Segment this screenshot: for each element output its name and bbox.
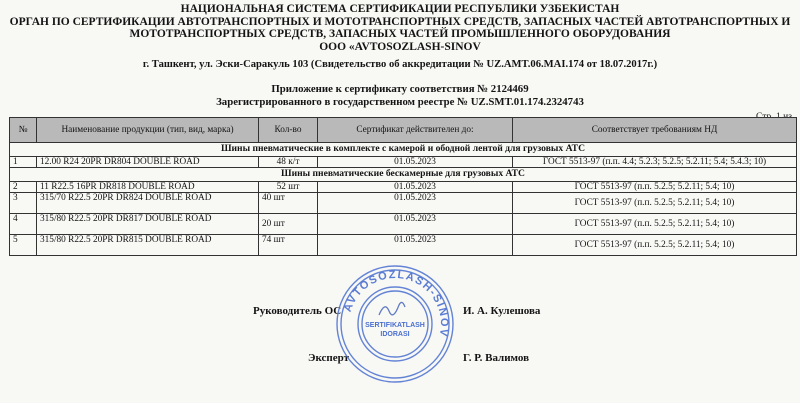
header-line-2: ОРГАН ПО СЕРТИФИКАЦИИ АВТОТРАНСПОРТНЫХ И МОТОТРАНСПОРТНЫХ СРЕДСТВ, ЗАПАСНЫХ ЧАСТЕЙ АВТОТРАНСПОРТНЫХ И (9, 15, 791, 28)
cell-name: 11 R22.5 16PR DR818 DOUBLE ROAD (37, 181, 259, 193)
table-header-row (10, 118, 797, 143)
section-title: Шины пневматические в комплекте с камерой и ободной лентой для грузовых АТС (10, 143, 797, 157)
cell-name: 315/80 R22.5 20PR DR815 DOUBLE ROAD (37, 235, 259, 256)
cell-name: 315/80 R22.5 20PR DR817 DOUBLE ROAD (37, 214, 259, 235)
cell-req: ГОСТ 5513-97 (п.п. 5.2.5; 5.2.11; 5.4; 10) (513, 235, 797, 256)
stamp-center-line-1: SERTIFIKATLASH (365, 322, 425, 329)
cell-cert: 01.05.2023 (318, 193, 513, 214)
col-qty-header: Кол-во (259, 118, 318, 143)
cell-name: 12.00 R24 20PR DR804 DOUBLE ROAD (37, 156, 259, 168)
cell-qty: 20 шт (259, 214, 318, 235)
appendix-line-1: Приложение к сертификату соответствия № 2124469 (271, 83, 529, 95)
certification-stamp (334, 263, 456, 385)
cell-req: ГОСТ 5513-97 (п.п. 5.2.5; 5.2.11; 5.4; 10) (513, 214, 797, 235)
cell-cert: 01.05.2023 (318, 235, 513, 256)
cell-no: 4 (10, 214, 37, 235)
cell-no: 5 (10, 235, 37, 256)
cell-cert: 01.05.2023 (318, 156, 513, 168)
cell-cert: 01.05.2023 (318, 214, 513, 235)
header-address: г. Ташкент, ул. Эски-Саракуль 103 (Свидетельство об аккредитации № UZ.AMT.06.MAI.174 от 18.07.2017г.) (142, 59, 658, 70)
col-name-header: Наименование продукции (тип, вид, марка) (37, 118, 259, 143)
section-title: Шины пневматические бескамерные для грузовых АТС (10, 168, 797, 182)
head-name: И. А. Кулешова (463, 305, 541, 317)
document-header (0, 3, 800, 53)
header-line-1: НАЦИОНАЛЬНАЯ СИСТЕМА СЕРТИФИКАЦИИ РЕСПУБЛИКИ УЗБЕКИСТАН (180, 3, 620, 15)
cell-qty: 40 шт (259, 193, 318, 214)
section-row (10, 143, 797, 157)
table-row (10, 235, 797, 256)
table-row (10, 193, 797, 214)
appendix-line-2: Зарегистрированного в государственном реестре № UZ.SMT.01.174.2324743 (216, 96, 584, 108)
cell-name: 315/70 R22.5 20PR DR824 DOUBLE ROAD (37, 193, 259, 214)
table-row (10, 214, 797, 235)
cell-no: 1 (10, 156, 37, 168)
header-line-3: МОТОТРАНСПОРТНЫХ СРЕДСТВ, ЗАПАСНЫХ ЧАСТЕЙ ПРОМЫШЛЕННОГО ОБОРУДОВАНИЯ (129, 28, 671, 41)
cell-cert: 01.05.2023 (318, 181, 513, 193)
cell-qty: 48 к/т (259, 156, 318, 168)
table-row (10, 156, 797, 168)
expert-title: Эксперт (308, 352, 350, 364)
header-line-4: ООО «AVTOSOZLASH-SINOV (319, 40, 481, 53)
expert-name: Г. Р. Валимов (463, 352, 530, 364)
section-row (10, 168, 797, 182)
cell-no: 2 (10, 181, 37, 193)
cell-req: ГОСТ 5513-97 (п.п. 5.2.5; 5.2.11; 5.4; 10) (513, 181, 797, 193)
stamp-center-line-2: IDORASI (380, 331, 410, 338)
col-no-header: № (10, 118, 37, 143)
table-row (10, 181, 797, 193)
cell-req: ГОСТ 5513-97 (п.п. 5.2.5; 5.2.11; 5.4; 10) (513, 193, 797, 214)
cell-qty: 74 шт (259, 235, 318, 256)
stamp-ring-text: AVTOSOZLASH-SINOV (341, 268, 451, 339)
cell-qty: 52 шт (259, 181, 318, 193)
col-req-header: Соответствует требованиям НД (513, 118, 797, 143)
products-table (9, 117, 797, 256)
col-cert-header: Сертификат действителен до: (318, 118, 513, 143)
cell-no: 3 (10, 193, 37, 214)
appendix-title (0, 83, 800, 109)
cell-req: ГОСТ 5513-97 (п.п. 4.4; 5.2.3; 5.2.5; 5.2.11; 5.4; 5.4.3; 10) (513, 156, 797, 168)
head-title: Руководитель ОС (253, 305, 342, 317)
